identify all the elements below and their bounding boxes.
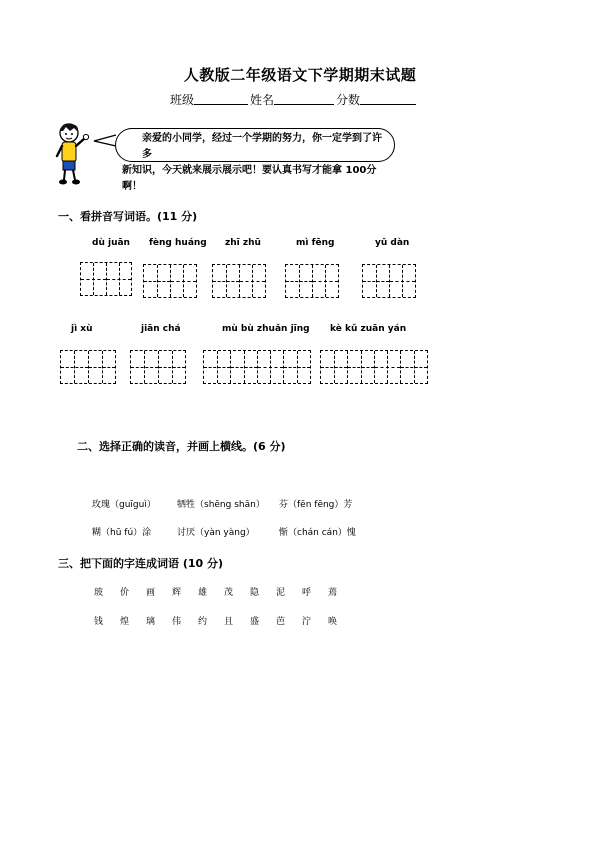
- word-char[interactable]: 芭: [276, 617, 286, 627]
- reading-choice[interactable]: 玫瑰（guīguì）: [92, 500, 156, 510]
- name-label: 姓名: [250, 93, 275, 107]
- word-char[interactable]: 伟: [172, 617, 182, 627]
- class-field[interactable]: [194, 104, 248, 105]
- pinyin-4: mì fēng: [296, 238, 335, 248]
- reading-choice[interactable]: 惭（chán cán）愧: [279, 528, 356, 538]
- score-field[interactable]: [360, 104, 416, 105]
- word-char[interactable]: 呼: [302, 588, 312, 598]
- word-char[interactable]: 茂: [224, 588, 234, 598]
- pinyin-3: zhī zhū: [225, 238, 261, 248]
- word-char[interactable]: 隐: [250, 588, 260, 598]
- word-char[interactable]: 且: [224, 617, 234, 627]
- writing-grid[interactable]: [203, 350, 311, 384]
- word-char[interactable]: 钱: [94, 617, 104, 627]
- pinyin-5: yǔ dàn: [375, 238, 410, 248]
- intro-line-2: 新知识，今天就来展示展示吧！要认真书写才能拿 100分啊！: [122, 165, 377, 192]
- intro-line-1: 亲爱的小同学，经过一个学期的努力，你一定学到了许多: [142, 133, 382, 160]
- reading-choice[interactable]: 糊（hū fú）涂: [92, 528, 152, 538]
- pinyin-6: jì xù: [71, 324, 93, 334]
- pinyin-8: mù bù zhuǎn jīng: [222, 324, 310, 334]
- writing-grid[interactable]: [143, 264, 197, 298]
- word-char[interactable]: 辉: [172, 588, 182, 598]
- intro-speech-bubble: [115, 128, 395, 192]
- section-1-heading: 一、看拼音写词语。(11 分): [58, 210, 198, 223]
- word-char[interactable]: 唤: [328, 617, 338, 627]
- writing-grid[interactable]: [320, 350, 428, 384]
- pinyin-9: kè kǔ zuān yán: [330, 324, 407, 334]
- name-field[interactable]: [274, 104, 334, 105]
- writing-grid[interactable]: [80, 262, 132, 296]
- word-char[interactable]: 泞: [302, 617, 312, 627]
- reading-choice[interactable]: 讨厌（yàn yàng）: [177, 528, 255, 538]
- writing-grid[interactable]: [130, 350, 186, 384]
- word-char[interactable]: 璃: [146, 617, 156, 627]
- word-char[interactable]: 煌: [120, 617, 130, 627]
- class-label: 班级: [170, 93, 195, 107]
- score-label: 分数: [336, 93, 361, 107]
- pinyin-7: jiān chá: [141, 324, 181, 334]
- section-2-heading: 二、选择正确的读音，并画上横线。(6 分): [77, 440, 286, 453]
- word-char[interactable]: 价: [120, 588, 130, 598]
- writing-grid[interactable]: [212, 264, 266, 298]
- writing-grid[interactable]: [60, 350, 116, 384]
- student-cartoon-icon: [52, 122, 92, 188]
- pinyin-2: fèng huáng: [149, 238, 207, 248]
- word-char[interactable]: 玻: [94, 588, 104, 598]
- word-char[interactable]: 约: [198, 617, 208, 627]
- writing-grid[interactable]: [362, 264, 416, 298]
- word-char[interactable]: 盛: [250, 617, 260, 627]
- word-char[interactable]: 蔫: [328, 588, 338, 598]
- pinyin-1: dù juān: [92, 238, 130, 248]
- reading-choice[interactable]: 牺牲（shēng shān）: [177, 500, 265, 510]
- page-title: 人教版二年级语文下学期期末试题: [183, 66, 417, 84]
- reading-choice[interactable]: 芬（fēn fēng）芳: [279, 500, 353, 510]
- writing-grid[interactable]: [285, 264, 339, 298]
- word-char[interactable]: 泥: [276, 588, 286, 598]
- word-char[interactable]: 画: [146, 588, 156, 598]
- section-3-heading: 三、把下面的字连成词语 (10 分): [58, 557, 224, 570]
- word-char[interactable]: 雄: [198, 588, 208, 598]
